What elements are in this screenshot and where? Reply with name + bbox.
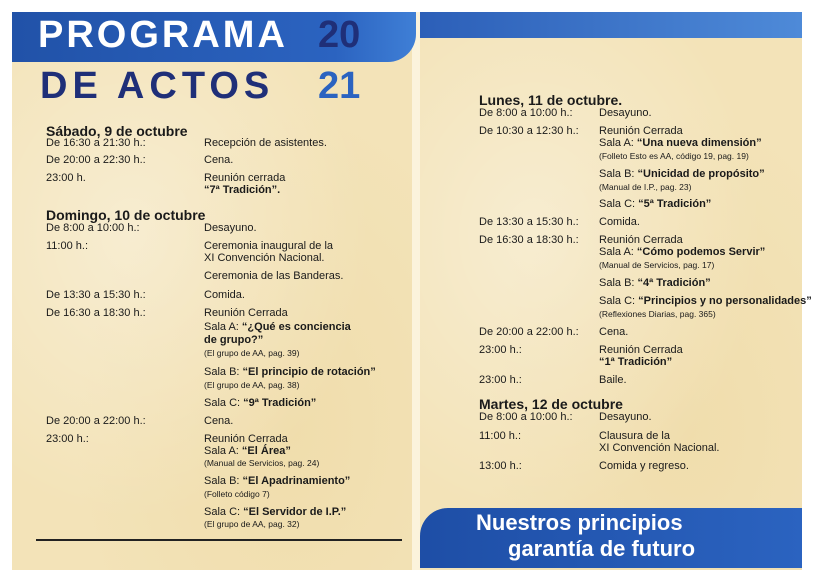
session-room-c: Sala C: “5ª Tradición” — [599, 198, 712, 210]
time-slot: De 16:30 a 18:30 h.: — [46, 307, 146, 319]
day-heading-tuesday: Martes, 12 de octubre — [479, 396, 623, 412]
event-text: Desayuno. — [599, 107, 652, 119]
time-slot: De 13:30 a 15:30 h.: — [479, 216, 579, 228]
session-ref: (El grupo de AA, pag. 39) — [204, 348, 300, 358]
event-text: Reunión Cerrada — [204, 307, 288, 319]
time-slot: 23:00 h.: — [46, 433, 89, 445]
time-slot: 13:00 h.: — [479, 460, 522, 472]
title-de-actos: DE ACTOS — [40, 65, 275, 107]
time-slot: 23:00 h. — [46, 172, 86, 184]
year-bottom: 21 — [318, 65, 361, 107]
time-slot: 23:00 h.: — [479, 374, 522, 386]
session-ref: (Manual de Servicios, pag. 17) — [599, 260, 715, 270]
time-slot: 11:00 h.: — [479, 430, 521, 442]
session-room-c: Sala C: “El Servidor de I.P.” — [204, 506, 347, 518]
session-room-c: Sala C: “Principios y no personalidades” — [599, 295, 812, 307]
event-text: Cena. — [599, 326, 629, 338]
session-room-b: Sala B: “Unicidad de propósito” — [599, 168, 765, 180]
session-ref: (Folleto Esto es AA, código 19, pag. 19) — [599, 151, 749, 161]
event-text: Desayuno. — [204, 222, 257, 234]
event-text: Reunión Cerrada — [204, 433, 288, 445]
event-title: “7ª Tradición”. — [204, 184, 281, 196]
time-slot: De 8:00 a 10:00 h.: — [46, 222, 140, 234]
session-room-b: Sala B: “El Apadrinamiento” — [204, 475, 351, 487]
day-heading-saturday: Sábado, 9 de octubre — [46, 123, 188, 139]
session-room-a: Sala A: “Una nueva dimensión” — [599, 137, 762, 149]
event-text: Recepción de asistentes. — [204, 137, 327, 149]
event-text: Reunión cerrada — [204, 172, 286, 184]
session-ref: (Reflexiones Diarias, pag. 365) — [599, 309, 716, 319]
session-ref: (Manual de Servicios, pag. 24) — [204, 458, 320, 468]
session-room-a: Sala A: “El Área” — [204, 445, 291, 457]
right-top-band — [420, 12, 802, 38]
time-slot: De 10:30 a 12:30 h.: — [479, 125, 579, 137]
day-heading-sunday: Domingo, 10 de octubre — [46, 207, 206, 223]
slogan-line-2: garantía de futuro — [508, 536, 696, 561]
day-heading-monday: Lunes, 11 de octubre. — [479, 92, 623, 108]
event-text: Comida. — [204, 289, 245, 301]
session-room-b: Sala B: “4ª Tradición” — [599, 277, 711, 289]
divider — [36, 539, 402, 541]
session-ref: (El grupo de AA, pag. 38) — [204, 380, 300, 390]
event-text: XI Convención Nacional. — [204, 252, 325, 264]
time-slot: 11:00 h.: — [46, 240, 88, 252]
session-room-c: Sala C: “9ª Tradición” — [204, 397, 317, 409]
time-slot: De 20:00 a 22:00 h.: — [479, 326, 579, 338]
time-slot: De 8:00 a 10:00 h.: — [479, 411, 573, 423]
session-room-a: Sala A: “¿Qué es conciencia — [204, 321, 351, 333]
time-slot: De 8:00 a 10:00 h.: — [479, 107, 573, 119]
event-text: Cena. — [204, 415, 234, 427]
time-slot: 23:00 h.: — [479, 344, 522, 356]
event-text: XI Convención Nacional. — [599, 442, 720, 454]
event-text: Reunión Cerrada — [599, 234, 683, 246]
time-slot: De 20:00 a 22:00 h.: — [46, 415, 146, 427]
session-title-cont: de grupo?” — [204, 334, 264, 346]
event-text: Reunión Cerrada — [599, 125, 683, 137]
event-text: Comida. — [599, 216, 640, 228]
session-ref: (Manual de I.P., pag. 23) — [599, 182, 692, 192]
time-slot: De 16:30 a 18:30 h.: — [479, 234, 579, 246]
session-ref: (Folleto código 7) — [204, 489, 270, 499]
event-text: Desayuno. — [599, 411, 652, 423]
event-text: Reunión Cerrada — [599, 344, 683, 356]
session-room-a: Sala A: “Cómo podemos Servir” — [599, 246, 766, 258]
title-programa: PROGRAMA — [38, 14, 288, 56]
center-fold — [412, 12, 420, 570]
event-text: Cena. — [204, 154, 234, 166]
event-text: Comida y regreso. — [599, 460, 689, 472]
session-ref: (El grupo de AA, pag. 32) — [204, 519, 300, 529]
event-title: “1ª Tradición” — [599, 356, 673, 368]
session-room-b: Sala B: “El principio de rotación” — [204, 366, 376, 378]
time-slot: De 20:00 a 22:30 h.: — [46, 154, 146, 166]
event-text: Ceremonia inaugural de la — [204, 240, 334, 252]
event-text: Clausura de la — [599, 430, 670, 442]
time-slot: De 13:30 a 15:30 h.: — [46, 289, 146, 301]
event-text: Baile. — [599, 374, 627, 386]
slogan-line-1: Nuestros principios — [476, 510, 683, 535]
event-text: Ceremonia de las Banderas. — [204, 270, 344, 282]
year-top: 20 — [318, 14, 361, 56]
time-slot: De 16:30 a 21:30 h.: — [46, 137, 146, 149]
